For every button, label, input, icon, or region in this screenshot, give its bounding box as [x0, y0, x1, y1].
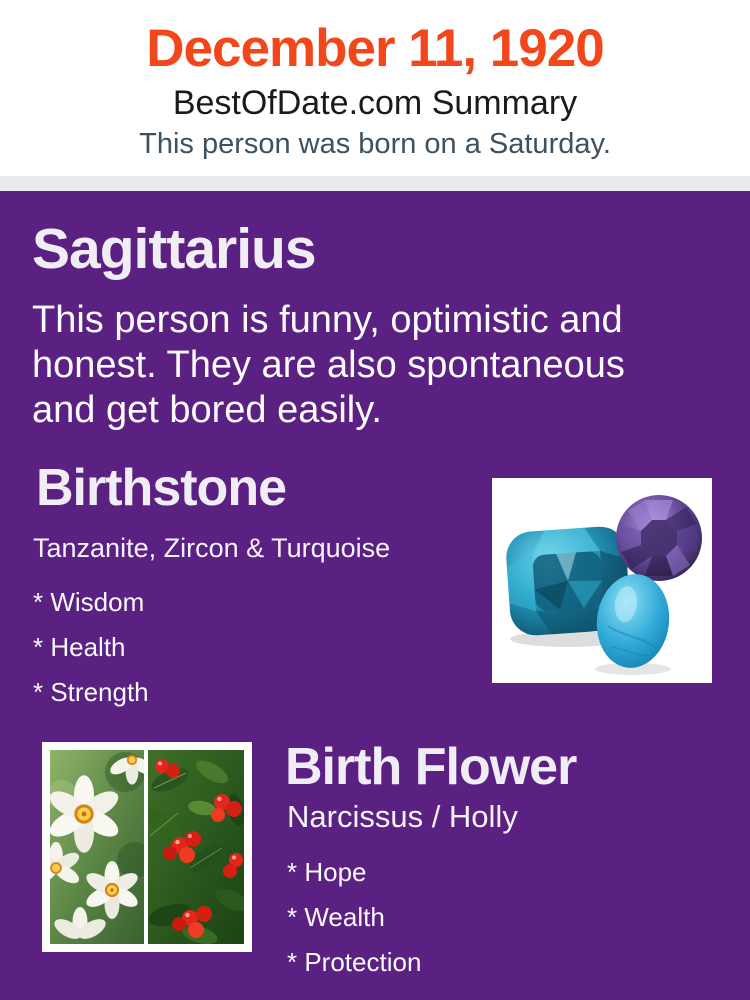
birthstone-title: Birthstone	[36, 459, 286, 517]
birth-flower-trait: * Hope	[287, 857, 367, 887]
holly-photo-half	[141, 750, 244, 944]
born-day-line: This person was born on a Saturday.	[139, 128, 611, 160]
flowers-illustration	[50, 750, 244, 944]
date-title: December 11, 1920	[146, 19, 604, 78]
birthstone-trait: * Wisdom	[33, 587, 145, 617]
birthstone-trait: * Health	[33, 632, 126, 662]
birthstone-trait-list	[33, 586, 149, 721]
birth-flower-trait: * Protection	[287, 947, 422, 977]
divider-bar	[0, 176, 750, 191]
birth-flower-title: Birth Flower	[285, 738, 577, 796]
site-summary: BestOfDate.com Summary	[172, 84, 578, 122]
birthstone-names: Tanzanite, Zircon & Turquoise	[33, 533, 391, 563]
photo-divider	[144, 750, 148, 944]
birthstone-gems-photo	[492, 478, 712, 683]
birth-flower-photo	[42, 742, 252, 952]
birthstone-trait: * Strength	[33, 677, 149, 707]
header	[0, 0, 750, 176]
birth-flower-trait: * Wealth	[287, 902, 385, 932]
zodiac-sign-title: Sagittarius	[32, 217, 316, 281]
birth-flower-names: Narcissus / Holly	[287, 799, 518, 834]
birth-flower-trait-list	[287, 856, 421, 991]
tanzanite-gem	[616, 495, 702, 581]
zodiac-description: This person is funny, optimistic and honest. They are also spontaneous and get bored easily.	[32, 299, 625, 431]
narcissus-photo-half	[50, 750, 157, 944]
gems-illustration	[492, 478, 712, 683]
